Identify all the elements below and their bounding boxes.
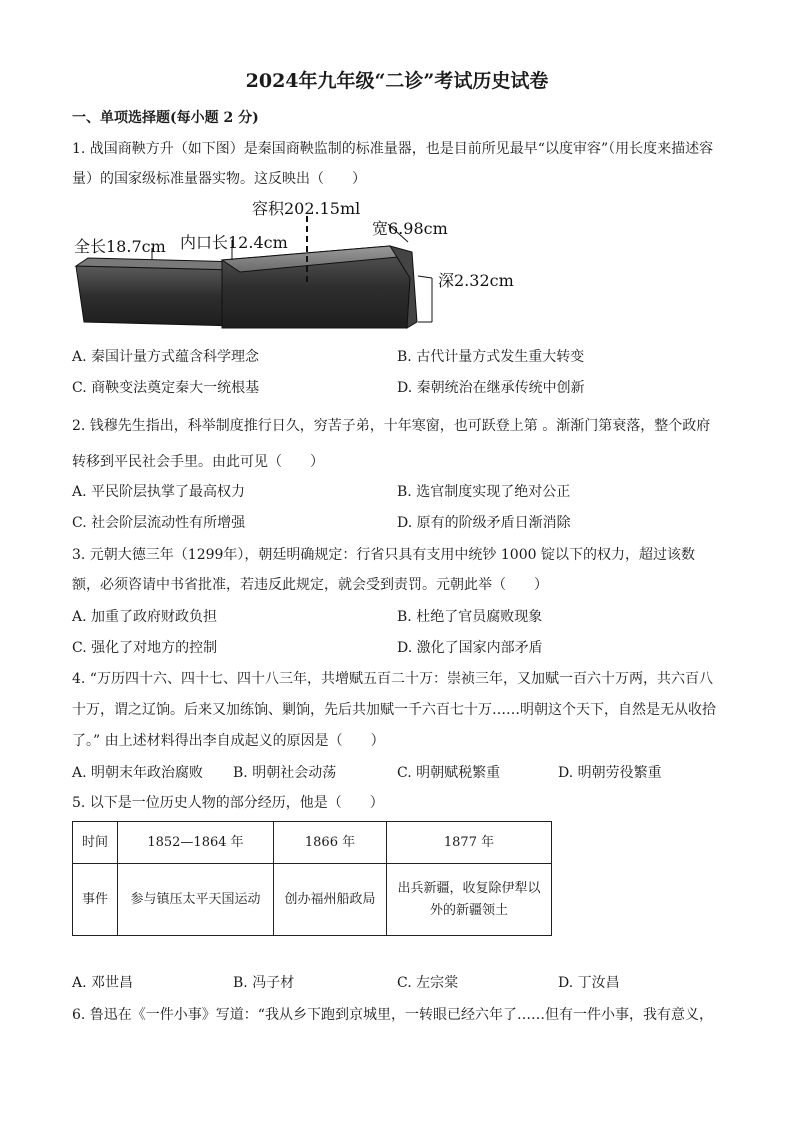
- q5-option-c: C. 左宗棠: [397, 975, 459, 991]
- depth-label: 深2.32cm: [438, 271, 514, 290]
- q4-option-b: B. 明朝社会动荡: [233, 765, 337, 781]
- table-cell-event: 参与镇压太平天国运动: [118, 864, 274, 936]
- inner-length-label: 内口长12.4cm: [180, 233, 288, 252]
- shang-yang-measure-figure: [72, 194, 532, 336]
- q3-option-d: D. 激化了国家内部矛盾: [397, 640, 543, 656]
- table-row: [73, 864, 552, 936]
- q3-option-b: B. 杜绝了官员腐败现象: [397, 609, 543, 625]
- q2-option-c: C. 社会阶层流动性有所增强: [72, 515, 246, 531]
- q2-option-b: B. 选官制度实现了绝对公正: [397, 484, 571, 500]
- width-label: 宽6.98cm: [372, 219, 448, 238]
- q3-option-c: C. 强化了对地方的控制: [72, 640, 218, 656]
- total-length-label: 全长18.7cm: [74, 237, 166, 256]
- q1-option-a: A. 秦国计量方式蕴含科学理念: [72, 349, 260, 365]
- history-figure-table: [72, 821, 552, 936]
- q1-option-b: B. 古代计量方式发生重大转变: [397, 349, 585, 365]
- table-cell-event: 创办福州船政局: [274, 864, 387, 936]
- q1-option-d: D. 秦朝统治在继承传统中创新: [397, 380, 585, 396]
- question-1-stem: 1. 战国商鞅方升（如下图）是秦国商鞅监制的标准量器，也是目前所见最早“以度审容”（用长度来描述容量）的国家级标准量器实物。这反映出（ ）: [72, 141, 714, 187]
- page-title: 2024年九年级“二诊”考试历史试卷: [245, 70, 549, 92]
- q2-option-d: D. 原有的阶级矛盾日渐消除: [397, 515, 571, 531]
- q5-option-b: B. 冯子材: [233, 975, 295, 991]
- q5-option-a: A. 邓世昌: [72, 975, 134, 991]
- question-4-stem: 4. “万历四十六、四十七、四十八三年，共增赋五百二十万：崇祯三年，又加赋一百六十万两，共六百八十万，谓之辽饷。后来又加练饷、剿饷，先后共加赋一千六百七十万……明朝这个天下，自然是无从收拾了。” 由上述材料得出李自成起义的原因是（ ）: [72, 671, 716, 749]
- q4-option-d: D. 明朝劳役繁重: [558, 765, 662, 781]
- table-row: [73, 822, 552, 864]
- table-head-event: 事件: [73, 864, 118, 936]
- q3-option-a: A. 加重了政府财政负担: [72, 609, 218, 625]
- table-head-time: 时间: [73, 822, 118, 864]
- table-cell-event: 出兵新疆，收复除伊犁以外的新疆领土: [387, 864, 552, 936]
- q1-option-c: C. 商鞅变法奠定秦大一统根基: [72, 380, 260, 396]
- question-3-stem: 3. 元朝大德三年（1299年），朝廷明确规定：行省只具有支用中统钞 1000 锭以下的权力，超过该数额，必须咨请中书省批准，若违反此规定，就会受到责罚。元朝此举（ ）: [72, 547, 695, 593]
- q2-option-a: A. 平民阶层执掌了最高权力: [72, 484, 246, 500]
- question-5-stem: 5. 以下是一位历史人物的部分经历，他是（ ）: [72, 795, 384, 811]
- q4-option-c: C. 明朝赋税繁重: [397, 765, 501, 781]
- question-2-stem: 2. 钱穆先生指出，科举制度推行日久，穷苦子弟，十年寒窗，也可跃登上第 。渐渐门第衰落，整个政府转移到平民社会手里。由此可见（ ）: [72, 418, 711, 470]
- question-6-stem: 6. 鲁迅在《一件小事》写道：“我从乡下跑到京城里，一转眼已经六年了……但有一件小事，我有意义，: [72, 1007, 713, 1023]
- q4-option-a: A. 明朝末年政治腐败: [72, 765, 204, 781]
- table-cell-time: 1866 年: [274, 822, 387, 864]
- capacity-label: 容积202.15ml: [252, 199, 361, 218]
- q5-option-d: D. 丁汝昌: [558, 975, 620, 991]
- table-cell-time: 1877 年: [387, 822, 552, 864]
- section-heading: 一、单项选择题(每小题 2 分): [72, 110, 259, 126]
- table-cell-time: 1852—1864 年: [118, 822, 274, 864]
